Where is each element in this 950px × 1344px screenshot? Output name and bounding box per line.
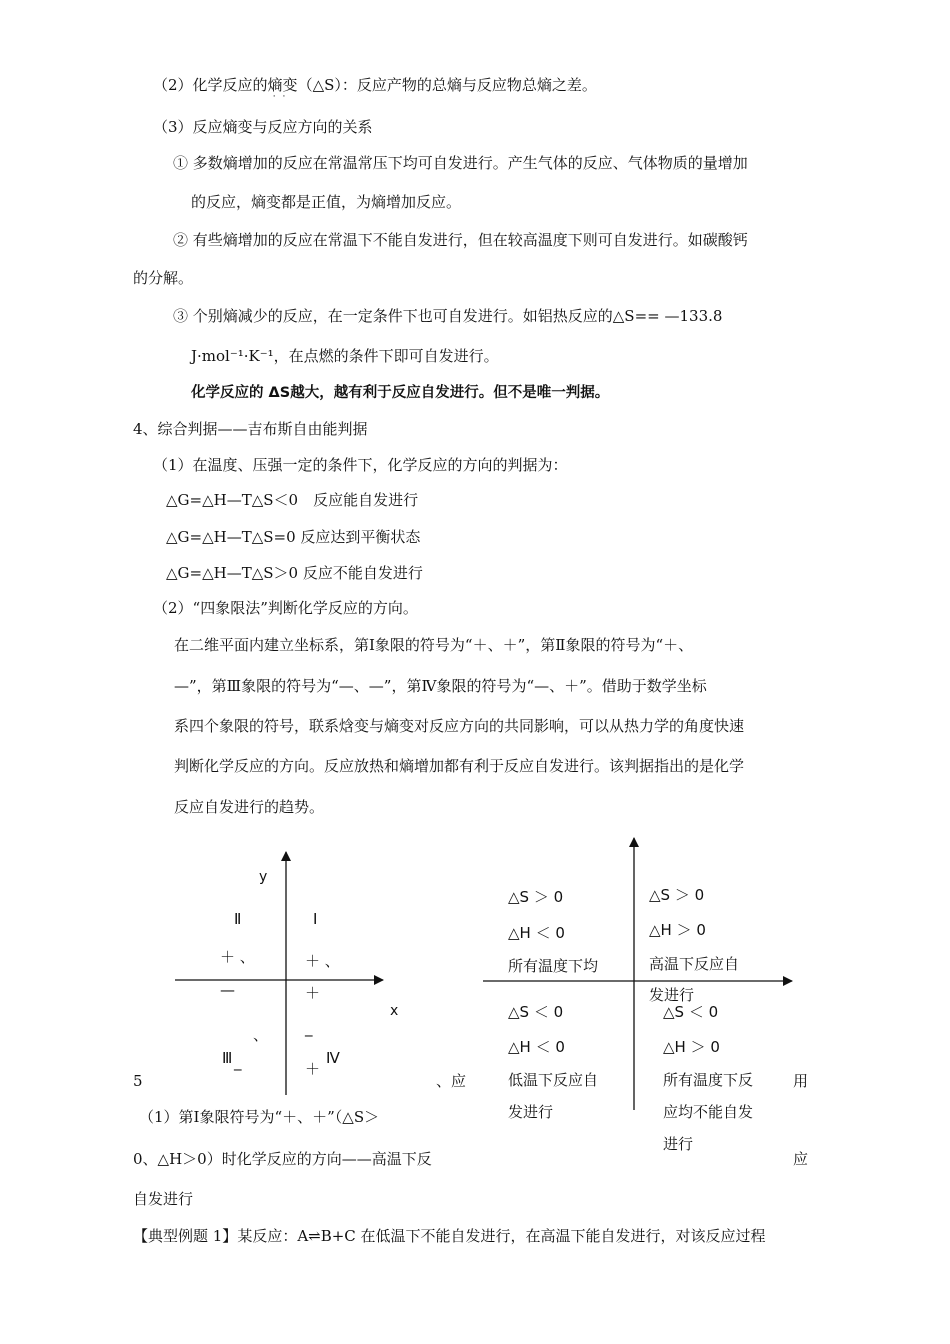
emphasis-dots: ·· <box>272 92 293 102</box>
figure1-quadrant-2-sign-top: ＋ 、 <box>220 948 255 966</box>
example-body: 某反应：A⇌B+C 在低温下不能自发进行，在高温下能自发进行，对该反应过程 <box>237 1227 766 1245</box>
text-line-22: （1）第Ⅰ象限符号为“＋、＋”（△S＞ <box>139 1108 380 1126</box>
figure1-y-label: y <box>259 869 268 885</box>
wrap-fragment-right-1: 用 <box>793 1072 809 1090</box>
emphasized-word: 熵变 ·· <box>267 76 298 102</box>
figure1-quadrant-4-dash: _ <box>305 1019 313 1037</box>
figure2-q4-result-3: 进行 <box>663 1135 694 1153</box>
figure1-quadrant-1-sign-bottom: ＋ <box>305 984 321 1002</box>
figure1-quadrant-1-label: Ⅰ <box>313 910 318 928</box>
section-5-number: 5 <box>133 1072 143 1090</box>
formula-line-1: △G=△H—T△S＜0 反应能自发进行 <box>166 491 419 509</box>
text-line-1-a: （2）化学反应的 <box>153 76 268 94</box>
figure2-q4-dh: △H ＞ 0 <box>663 1038 720 1056</box>
text-line-2: （3）反应熵变与反应方向的关系 <box>153 118 373 136</box>
text-line-15: （2）“四象限法”判断化学反应的方向。 <box>153 599 418 617</box>
text-line-5: ② 有些熵增加的反应在常温下不能自发进行，但在较高温度下则可自发进行。如碳酸钙 <box>173 231 748 249</box>
text-line-7: ③ 个别熵减少的反应，在一定条件下也可自发进行。如铝热反应的△S== —133.8 <box>173 307 723 325</box>
text-line-17: —”，第Ⅲ象限的符号为“—、—”，第Ⅳ象限的符号为“—、＋”。借助于数学坐标 <box>174 677 707 695</box>
text-line-8: J·mol⁻¹·K⁻¹，在点燃的条件下即可自发进行。 <box>191 347 499 365</box>
figure2-q1-dh: △H ＞ 0 <box>649 921 706 939</box>
text-line-19: 判断化学反应的方向。反应放热和熵增加都有利于反应自发进行。该判据指出的是化学 <box>174 757 745 775</box>
section-5-heading-fragment: 、应 <box>436 1072 467 1090</box>
figure2-q3-result-1: 低温下反应自 <box>508 1071 599 1089</box>
figure2-q3-dh: △H ＜ 0 <box>508 1038 565 1056</box>
text-line-3: ① 多数熵增加的反应在常温常压下均可自发进行。产生气体的反应、气体物质的量增加 <box>173 154 748 172</box>
text-line-10-heading: 4、综合判据——吉布斯自由能判据 <box>133 420 368 438</box>
wrap-fragment-right-2: 应 <box>793 1150 809 1168</box>
figure1-x-label: x <box>390 1003 399 1019</box>
text-line-24: 自发进行 <box>133 1190 194 1208</box>
figure2-q1-result-2: 发进行 <box>649 986 695 1004</box>
example-bracket-title: 【典型例题 1】 <box>133 1227 238 1245</box>
figure1-quadrant-3-underscore: _ <box>234 1053 242 1071</box>
text-line-9-bold: 化学反应的 ΔS越大，越有利于反应自发进行。但不是唯一判据。 <box>191 385 610 401</box>
figure2-q4-result-1: 所有温度下反 <box>663 1071 754 1089</box>
figure1-quadrant-3-comma: 、 <box>253 1026 269 1044</box>
text-line-20: 反应自发进行的趋势。 <box>174 798 325 816</box>
text-line-16: 在二维平面内建立坐标系，第Ⅰ象限的符号为“＋、＋”，第Ⅱ象限的符号为“＋、 <box>174 636 694 654</box>
figure2-q3-result-2: 发进行 <box>508 1103 554 1121</box>
figure1-quadrant-3-label: Ⅲ <box>222 1049 233 1067</box>
text-line-11: （1）在温度、压强一定的条件下，化学反应的方向的判据为： <box>153 456 568 474</box>
text-line-23: 0、△H＞0）时化学反应的方向——高温下反 <box>133 1150 432 1168</box>
figure2-q4-result-2: 应均不能自发 <box>663 1103 754 1121</box>
figure1-quadrant-2-sign-bottom: — <box>220 981 235 999</box>
text-line-1-c: （△S）：反应产物的总熵与反应物总熵之差。 <box>297 76 597 94</box>
figure1-quadrant-1-sign-top: ＋ 、 <box>305 952 340 970</box>
figure2-q1-result-1: 高温下反应自 <box>649 955 740 973</box>
example-line <box>133 1226 766 1246</box>
formula-line-3: △G=△H—T△S＞0 反应不能自发进行 <box>166 564 423 582</box>
figure2-q2-result: 所有温度下均 <box>508 957 599 975</box>
figure2-q2-ds: △S ＞ 0 <box>508 888 564 906</box>
figure2-q2-dh: △H ＜ 0 <box>508 924 565 942</box>
figure2-q3-ds: △S ＜ 0 <box>508 1003 564 1021</box>
figure1-quadrant-2-label: Ⅱ <box>234 910 242 928</box>
text-line-6: 的分解。 <box>133 269 194 287</box>
figure1-quadrant-4-label: Ⅳ <box>326 1049 340 1067</box>
figure1-quadrant-4-sign: ＋ <box>305 1060 321 1078</box>
text-line-18: 系四个象限的符号，联系焓变与熵变对反应方向的共同影响，可以从热力学的角度快速 <box>174 717 745 735</box>
figure2-q1-ds: △S ＞ 0 <box>649 886 705 904</box>
text-line-4: 的反应，熵变都是正值，为熵增加反应。 <box>191 193 462 211</box>
figure2-q4-ds: △S ＜ 0 <box>663 1003 719 1021</box>
formula-line-2: △G=△H—T△S=0 反应达到平衡状态 <box>166 528 421 546</box>
